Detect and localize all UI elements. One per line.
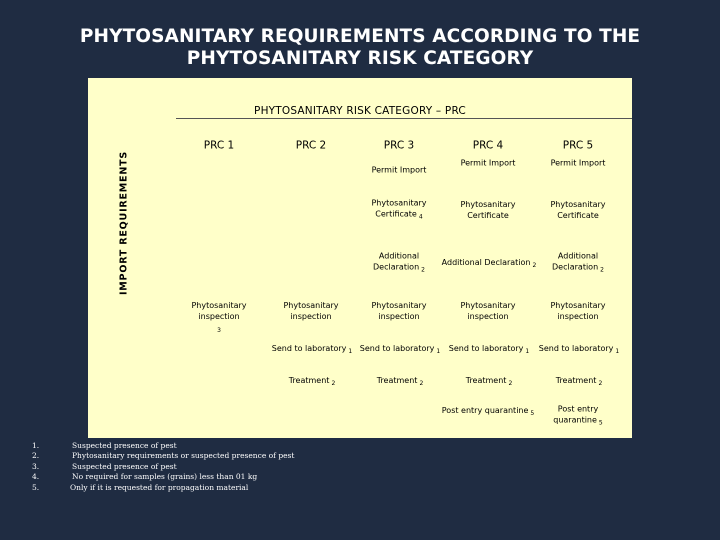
permit-prc4: Permit Import bbox=[460, 158, 516, 168]
quarantine-prc4 bbox=[442, 405, 534, 419]
laboratory-prc4-text: Send to laboratory bbox=[448, 344, 524, 353]
laboratory-prc5 bbox=[539, 343, 619, 357]
footnote-ref: 1 bbox=[348, 348, 353, 355]
quarantine-prc5-line2: quarantine bbox=[553, 415, 597, 425]
inspection-prc3-line2: inspection bbox=[378, 312, 420, 321]
declaration-prc3-line1: Additional bbox=[378, 251, 420, 261]
footnote-ref: 5 bbox=[530, 410, 535, 417]
footnote-text: Only if it is requested for propagation material bbox=[70, 482, 249, 492]
col-header-prc3: PRC 3 bbox=[383, 139, 415, 152]
footnote-ref: 3 bbox=[217, 327, 221, 334]
footnote-text: Phytosanitary requirements or suspected presence of pest bbox=[72, 451, 295, 461]
col-header-prc4: PRC 4 bbox=[472, 139, 504, 152]
declaration-prc5-line2: Declaration bbox=[552, 262, 599, 272]
col-header-prc1: PRC 1 bbox=[203, 139, 235, 152]
inspection-prc4-line2: inspection bbox=[467, 312, 509, 321]
laboratory-prc3-text: Send to laboratory bbox=[359, 344, 435, 353]
certificate-prc4-line2: Certificate bbox=[467, 211, 509, 220]
laboratory-prc4 bbox=[449, 343, 529, 357]
footnote-number: 3. bbox=[32, 461, 40, 471]
quarantine-prc4-text: Post entry quarantine bbox=[441, 406, 529, 415]
permit-prc5: Permit Import bbox=[550, 158, 606, 168]
quarantine-prc5-line1: Post entry bbox=[557, 404, 599, 414]
inspection-prc5-line2: inspection bbox=[557, 312, 599, 321]
footnote-ref: 2 bbox=[421, 266, 425, 274]
footnote-ref: 1 bbox=[436, 348, 441, 355]
footnote-ref: 4 bbox=[418, 213, 423, 221]
certificate-prc3-line1: Phytosanitary bbox=[371, 198, 427, 208]
treatment-prc3 bbox=[377, 375, 424, 389]
certificate-prc5 bbox=[550, 199, 605, 221]
inspection-prc1 bbox=[191, 300, 246, 336]
footnote-ref: 2 bbox=[600, 266, 604, 274]
declaration-prc5-line1: Additional bbox=[557, 251, 599, 261]
footnote-ref: 2 bbox=[508, 380, 513, 387]
title-line-2: PHYTOSANITARY RISK CATEGORY bbox=[186, 48, 534, 69]
footnote-number: 2. bbox=[32, 451, 40, 461]
declaration-prc3-line2: Declaration bbox=[373, 262, 420, 272]
footnote-number: 5. bbox=[32, 482, 40, 492]
inspection-prc5-line1: Phytosanitary bbox=[550, 301, 606, 310]
inspection-prc3 bbox=[371, 300, 426, 322]
declaration-prc5 bbox=[552, 251, 604, 276]
col-header-prc5: PRC 5 bbox=[562, 139, 594, 152]
declaration-prc4-line1: Additional Declaration bbox=[441, 258, 531, 267]
table-header: PHYTOSANITARY RISK CATEGORY – PRC bbox=[254, 105, 466, 117]
requirements-table bbox=[88, 78, 632, 438]
footnote-ref: 1 bbox=[525, 348, 530, 355]
title-line-1: PHYTOSANITARY REQUIREMENTS ACCORDING TO THE bbox=[79, 26, 641, 47]
declaration-prc4 bbox=[442, 257, 537, 271]
treatment-prc5-text: Treatment bbox=[555, 376, 597, 385]
footnote-ref: 2 bbox=[331, 380, 336, 387]
treatment-prc3-text: Treatment bbox=[376, 376, 418, 385]
footnote-text: Suspected presence of pest bbox=[72, 441, 177, 450]
treatment-prc2-text: Treatment bbox=[288, 376, 330, 385]
inspection-prc1-line2: inspection bbox=[198, 312, 240, 321]
declaration-prc3 bbox=[373, 251, 425, 276]
treatment-prc5 bbox=[556, 375, 603, 389]
footnote-text: Suspected presence of pest bbox=[72, 461, 177, 471]
inspection-prc1-line1: Phytosanitary bbox=[191, 301, 247, 310]
certificate-prc4-line1: Phytosanitary bbox=[460, 200, 516, 209]
inspection-prc4 bbox=[460, 300, 515, 322]
page-title bbox=[0, 26, 720, 70]
permit-prc3: Permit Import bbox=[371, 165, 427, 175]
footnote-number: 1. bbox=[32, 441, 40, 450]
laboratory-prc3 bbox=[360, 343, 440, 357]
laboratory-prc2 bbox=[272, 343, 352, 357]
side-label: IMPORT REQUIREMENTS bbox=[118, 150, 130, 296]
certificate-prc3-line2: Certificate bbox=[375, 209, 417, 219]
certificate-prc4 bbox=[460, 199, 515, 221]
inspection-prc5 bbox=[550, 300, 605, 322]
laboratory-prc5-text: Send to laboratory bbox=[538, 344, 614, 353]
footnote-ref: 2 bbox=[532, 262, 537, 269]
laboratory-prc2-text: Send to laboratory bbox=[271, 344, 347, 353]
footnote-ref: 5 bbox=[598, 419, 603, 427]
treatment-prc4 bbox=[466, 375, 513, 389]
certificate-prc5-line2: Certificate bbox=[557, 211, 599, 220]
inspection-prc2-line2: inspection bbox=[290, 312, 332, 321]
header-divider bbox=[176, 118, 632, 119]
quarantine-prc5 bbox=[553, 404, 603, 429]
certificate-prc5-line1: Phytosanitary bbox=[550, 200, 606, 209]
footnote-ref: 2 bbox=[419, 380, 424, 387]
inspection-prc2 bbox=[283, 300, 338, 322]
treatment-prc2 bbox=[289, 375, 336, 389]
footnote-text: No required for samples (grains) less than 01 kg bbox=[72, 472, 258, 482]
col-header-prc2: PRC 2 bbox=[295, 139, 327, 152]
inspection-prc2-line1: Phytosanitary bbox=[283, 301, 339, 310]
footnote-number: 4. bbox=[32, 472, 40, 482]
certificate-prc3 bbox=[371, 198, 426, 223]
footnote-ref: 1 bbox=[615, 348, 620, 355]
footnote-ref: 2 bbox=[598, 380, 603, 387]
treatment-prc4-text: Treatment bbox=[465, 376, 507, 385]
inspection-prc3-line1: Phytosanitary bbox=[371, 301, 427, 310]
inspection-prc4-line1: Phytosanitary bbox=[460, 301, 516, 310]
